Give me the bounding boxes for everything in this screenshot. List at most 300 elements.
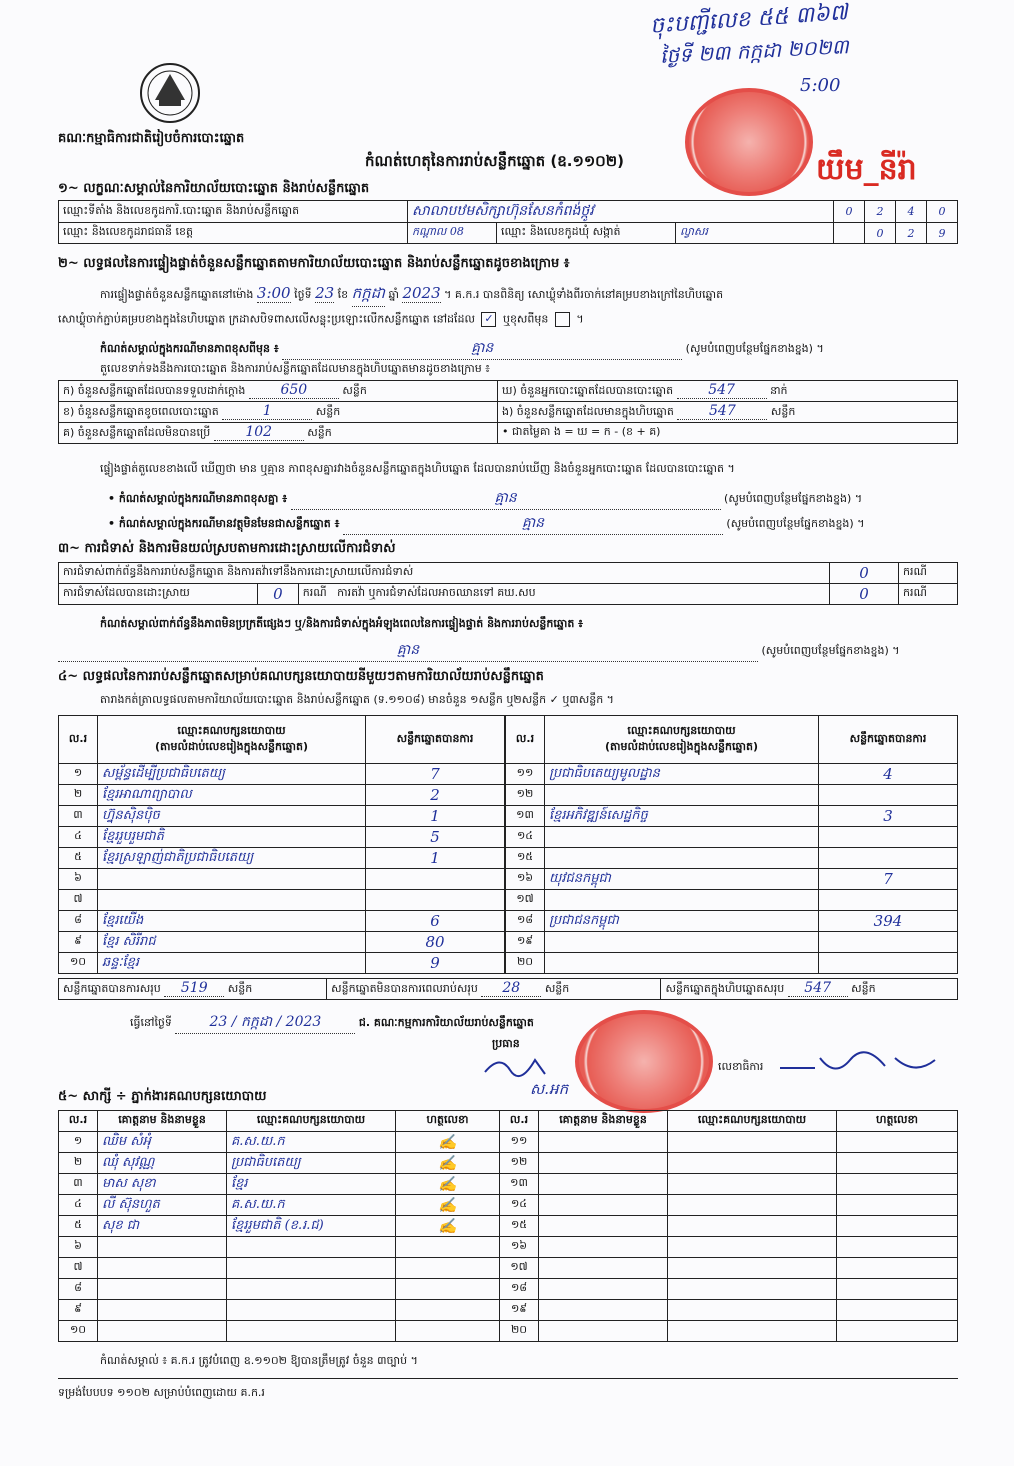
registration-time: 5:00	[800, 75, 841, 96]
witness-name	[98, 1237, 227, 1258]
vote-count: 80	[366, 932, 505, 953]
party-name	[98, 869, 366, 890]
party-name	[545, 827, 819, 848]
figure-row	[59, 402, 498, 423]
figures-intro: តួលេខទាក់ទងនឹងការបោះឆ្នោត និងការរាប់សន្លឹកឆ្នោតដែលមានក្នុងហិបឆ្នោតមានដូចខាងក្រោម ៖	[100, 362, 491, 375]
changed-checkbox[interactable]	[555, 312, 570, 327]
discrepancy-check-line: ផ្ទៀងផ្ទាត់តួលេខខាងលើ ឃើញថា មាន ឬគ្មាន ភាពខុសគ្នារវាងចំនួនសន្លឹកឆ្នោតក្នុងហិបឆ្នោត ដែលបានរាប់ឃើញ និងចំនួនអ្នកបោះឆ្នោត ដែលបានបោះឆ្នោត ។	[100, 462, 735, 475]
row-number: ១៨	[500, 1279, 539, 1300]
row-number: ៦	[59, 869, 98, 890]
result-row	[506, 785, 958, 806]
section4-title: ៤~ លទ្ធផលនៃការរាប់សន្លឹកឆ្នោតសម្រាប់គណបក្សនយោបាយនីមួយៗតាមការិយាល័យរាប់សន្លឹកឆ្នោត	[58, 669, 544, 684]
figure-value: 547	[677, 382, 767, 399]
row-number: ៩	[59, 932, 98, 953]
witness-name	[539, 1237, 668, 1258]
result-row	[506, 890, 958, 911]
witness-party	[227, 1300, 396, 1321]
row-number: ១៣	[506, 806, 545, 827]
vote-count: 6	[366, 911, 505, 932]
witness-party	[227, 1279, 396, 1300]
note1-label: កំណត់សម្គាល់ក្នុងករណីមានភាពខុសពីមុន ៖	[100, 342, 279, 355]
appeal-label	[298, 584, 829, 605]
party-name: យុវជនកម្ពុជា	[545, 869, 819, 890]
results-table-left	[58, 715, 505, 974]
station-value: សាលាបឋមសិក្សាហ៊ុនសែនកំពង់ថ្កូវ	[408, 201, 834, 223]
row-number: ៤	[59, 827, 98, 848]
fill-note: (សូមបំពេញបន្ថែមផ្នែកខាងខ្នង) ។	[761, 644, 900, 657]
col-sign: ហត្ថលេខា	[396, 1111, 500, 1132]
verify-day: 23	[315, 284, 335, 302]
witness-name	[539, 1132, 668, 1153]
party-name: ខ្មែរយើង	[98, 911, 366, 932]
row-number: ១២	[500, 1153, 539, 1174]
total-valid-label: សន្លឹកឆ្នោតបានការសរុប	[63, 982, 161, 995]
footer-divider	[58, 1378, 958, 1379]
witness-signature	[837, 1279, 958, 1300]
section2-title: ២~ លទ្ធផលនៃការផ្ទៀងផ្ទាត់ចំនួនសន្លឹកឆ្នោតតាមការិយាល័យបោះឆ្នោត និងរាប់សន្លឹកឆ្នោតដូចខាងក្រោម ៖	[58, 256, 570, 271]
vote-count	[819, 848, 958, 869]
witness-signature: ✍	[396, 1216, 500, 1237]
resolved-count: 0	[258, 584, 299, 605]
date-value: 23 / កក្កដា / 2023	[175, 1012, 355, 1034]
party-name	[98, 890, 366, 911]
vote-count: 7	[366, 764, 505, 785]
witness-row	[59, 1300, 958, 1321]
party-name: ខ្មែរអាណាព្យាបាល	[98, 785, 366, 806]
row-number: ១៥	[506, 848, 545, 869]
witness-signature	[396, 1237, 500, 1258]
vote-count	[819, 932, 958, 953]
row-number: ១៤	[500, 1195, 539, 1216]
stamp-signer-name: យឹម_នីរ៉ា	[816, 152, 917, 187]
verification-paragraph	[100, 284, 960, 307]
commune-code-digit: 2	[896, 223, 927, 244]
form-title: កំណត់ហេតុនៃការរាប់សន្លឹកឆ្នោត (ឧ.១១០២)	[365, 152, 625, 170]
station-code-digit: 4	[896, 201, 927, 223]
witness-name	[539, 1300, 668, 1321]
committee-label: ជ. គណៈកម្មការការិយាល័យរាប់សន្លឹកឆ្នោត	[358, 1016, 534, 1029]
station-code-digit: 0	[927, 201, 958, 223]
row-number: ១៤	[506, 827, 545, 848]
irregularity-note-value: គ្មាន	[58, 640, 758, 662]
row-number: ១១	[500, 1132, 539, 1153]
commune-value: ល្វាសរ	[676, 223, 834, 244]
result-row	[506, 932, 958, 953]
president-name: ស.អក	[530, 1080, 569, 1098]
results-table-right	[505, 715, 958, 974]
result-row	[59, 806, 505, 827]
col-party: ឈ្មោះគណបក្សនយោបាយ	[227, 1111, 396, 1132]
commune-code-digit: 0	[865, 223, 896, 244]
red-seal-stamp-top	[685, 88, 813, 196]
col-party: ឈ្មោះគណបក្សនយោបាយ	[668, 1111, 837, 1132]
total-valid-value: 519	[164, 980, 224, 997]
witness-name: លី ស៊ុនហួត	[98, 1195, 227, 1216]
row-number: ៨	[59, 1279, 98, 1300]
col-party	[98, 716, 366, 764]
row-number: ២	[59, 785, 98, 806]
vote-count: 7	[819, 869, 958, 890]
witness-name: សុខ ជា	[98, 1216, 227, 1237]
result-row	[506, 764, 958, 785]
vote-count: 3	[819, 806, 958, 827]
witness-party: គ.ស.យ.ក	[227, 1195, 396, 1216]
row-number: ៦	[59, 1237, 98, 1258]
vote-count	[819, 827, 958, 848]
vote-count	[819, 953, 958, 974]
row-number: ១៥	[500, 1216, 539, 1237]
witness-name	[539, 1216, 668, 1237]
row-number: ៣	[59, 1174, 98, 1195]
row-number: ៥	[59, 1216, 98, 1237]
result-row	[59, 869, 505, 890]
row-number: ៧	[59, 890, 98, 911]
secretary-label: លេខាធិការ	[718, 1060, 764, 1073]
witness-name	[539, 1195, 668, 1216]
row-number: ១៦	[506, 869, 545, 890]
row-number: ១៨	[506, 911, 545, 932]
witness-party	[668, 1300, 837, 1321]
row-number: ៥	[59, 848, 98, 869]
result-row	[506, 869, 958, 890]
province-code: 8	[456, 225, 464, 238]
party-name: ខ្មែររួបរួមជាតិ	[98, 827, 366, 848]
row-number: ៨	[59, 911, 98, 932]
witness-party	[227, 1258, 396, 1279]
verify-year: 2023	[402, 284, 441, 302]
witness-party: គ.ស.យ.ក	[227, 1132, 396, 1153]
witness-name	[98, 1279, 227, 1300]
witness-name: មាស សុខា	[98, 1174, 227, 1195]
fill-note: (សូមបំពេញបន្ថែមផ្នែកខាងខ្នង) ។	[724, 492, 863, 505]
note1-line	[100, 338, 960, 360]
witness-signature	[837, 1216, 958, 1237]
vote-count: 2	[366, 785, 505, 806]
witness-party	[668, 1216, 837, 1237]
result-row	[506, 953, 958, 974]
fill-note: (សូមបំពេញបន្ថែមផ្នែកខាងខ្នង) ។	[726, 517, 865, 530]
result-row	[506, 806, 958, 827]
witness-party: ខ្មែររួមជាតិ (ខ.រ.ជ)	[227, 1216, 396, 1237]
result-row	[59, 890, 505, 911]
total-valid-cell	[59, 979, 327, 1000]
form-footer: ទម្រង់បែបបទ ១១០២ សម្រាប់បំពេញដោយ គ.ក.រ	[58, 1386, 265, 1399]
unit: សន្លឹក	[544, 982, 570, 995]
irregularity-note-label: កំណត់សម្គាល់ពាក់ព័ន្ធនឹងភាពមិនប្រក្រតីផ្សេងៗ ឬ/និងការជំទាស់ក្នុងអំឡុងពេលនៃការផ្ទៀងផ្ទាត់ និងការរាប់សន្លឹកឆ្នោត ៖	[100, 617, 584, 630]
figure-unit: សន្លឹក	[770, 405, 796, 418]
col-name: គោត្តនាម និងនាមខ្លួន	[539, 1111, 668, 1132]
irregularity-note-line	[58, 640, 958, 662]
text: សោឃ្លុំចាក់ភ្ជាប់គម្របខាងក្នុងនៃហិបឆ្នោត ក្រដាសបិទពាសលើសន្លុះប្រឡោះលើកសន្លឹកឆ្នោត នៅដដែល	[58, 312, 475, 326]
result-row	[59, 785, 505, 806]
president-label: ប្រធាន	[492, 1037, 520, 1050]
note1-value: គ្មាន	[282, 338, 682, 360]
text: ថ្ងៃទី	[294, 288, 312, 301]
row-number: ១៦	[500, 1237, 539, 1258]
witness-signature	[837, 1258, 958, 1279]
vote-count: 4	[819, 764, 958, 785]
figure-row	[498, 402, 958, 423]
witness-name	[98, 1300, 227, 1321]
col-party-title: ឈ្មោះគណបក្សនយោបាយ	[627, 723, 736, 737]
witness-signature: ✍	[396, 1132, 500, 1153]
figure-row	[59, 423, 498, 444]
section5-title: ៥~ សាក្សី ÷ ភ្នាក់ងារគណបក្សនយោបាយ	[58, 1089, 267, 1104]
section3-title: ៣~ ការជំទាស់ និងការមិនយល់ស្របតាមការដោះស្រាយលើការជំទាស់	[58, 541, 396, 556]
witness-name	[539, 1279, 668, 1300]
col-party-title: ឈ្មោះគណបក្សនយោបាយ	[177, 723, 286, 737]
fill-note: (សូមបំពេញបន្ថែមផ្នែកខាងខ្នង) ។	[685, 342, 824, 355]
figure-label: ខ) ចំនួនសន្លឹកឆ្នោតខូចពេលបោះឆ្នោត	[63, 405, 219, 418]
vote-count: 9	[366, 953, 505, 974]
figure-value: 102	[214, 424, 304, 441]
figure-unit: សន្លឹក	[342, 384, 367, 397]
witness-party	[668, 1321, 837, 1342]
row-number: ១៩	[506, 932, 545, 953]
date-label: ធ្វើនៅថ្ងៃទី	[130, 1016, 172, 1029]
col-party	[545, 716, 819, 764]
note2-line	[108, 488, 958, 510]
formula-cell: • ជាតម្លៃគា ង = ឃ = ក - (ខ + គ)	[498, 423, 958, 444]
row-number: ១៩	[500, 1300, 539, 1321]
figure-label: គ) ចំនួនសន្លឹកឆ្នោតដែលមិនបានប្រើ	[63, 426, 211, 439]
section1-title: ១~ លក្ខណៈសម្គាល់នៃការិយាល័យបោះឆ្នោត និងរាប់សន្លឹកឆ្នោត	[58, 181, 370, 196]
witness-signature	[837, 1300, 958, 1321]
witness-party	[668, 1258, 837, 1279]
note3-line	[108, 513, 958, 535]
col-party-sub: (តាមលំដាប់លេខរៀងក្នុងសន្លឹកឆ្នោត)	[155, 739, 308, 753]
secretary-signature-icon	[775, 1048, 945, 1076]
witness-party: ខ្មែរ	[227, 1174, 396, 1195]
note2-value: គ្មាន	[291, 488, 721, 510]
party-name: ឆន្ទៈខ្មែរ	[98, 953, 366, 974]
row-number: ៣	[59, 806, 98, 827]
witness-name	[98, 1258, 227, 1279]
row-number: ១៧	[506, 890, 545, 911]
witness-name	[98, 1321, 227, 1342]
row-number: ១	[59, 1132, 98, 1153]
result-row	[59, 953, 505, 974]
result-row	[59, 848, 505, 869]
unchanged-checkbox[interactable]: ✓	[481, 312, 496, 327]
witness-party	[227, 1321, 396, 1342]
witness-party	[668, 1195, 837, 1216]
date-signature-line	[130, 1012, 534, 1034]
registration-date: ថ្ងៃទី ២៣ កក្កដា ២០២៣	[659, 34, 850, 68]
party-name: ហ្វ៊ុនស៊ិនប៉ិច	[98, 806, 366, 827]
party-name	[545, 848, 819, 869]
witness-row	[59, 1258, 958, 1279]
row-number: ១៧	[500, 1258, 539, 1279]
witness-signature	[837, 1174, 958, 1195]
figures-table	[58, 380, 958, 444]
col-no: ល.រ	[506, 716, 545, 764]
row-number: ១២	[506, 785, 545, 806]
station-label: ឈ្មោះទីតាំង និងលេខកូដការិ.បោះឆ្នោត និងរាប់សន្លឹកឆ្នោត	[59, 201, 408, 223]
result-row	[506, 848, 958, 869]
figure-value: 650	[249, 382, 339, 399]
witness-signature	[837, 1321, 958, 1342]
witness-party: ប្រជាធិបតេយ្យ	[227, 1153, 396, 1174]
text: ឆ្នាំ	[388, 288, 399, 301]
col-no: ល.រ	[500, 1111, 539, 1132]
province-value	[408, 223, 497, 244]
witness-party	[668, 1279, 837, 1300]
figure-unit: នាក់	[770, 384, 788, 397]
figure-label: ង) ចំនួនសន្លឹកឆ្នោតដែលមានក្នុងហិបឆ្នោត	[502, 405, 674, 418]
witness-table	[58, 1110, 958, 1342]
resolved-label: ការជំទាស់ដែលបានដោះស្រាយ	[59, 584, 258, 605]
total-invalid-value: 28	[481, 980, 541, 997]
result-row	[59, 827, 505, 848]
result-row	[506, 827, 958, 848]
col-party-sub: (តាមលំដាប់លេខរៀងក្នុងសន្លឹកឆ្នោត)	[605, 739, 758, 753]
witness-row	[59, 1174, 958, 1195]
appeal-text: ការតវ៉ា ឬការជំទាស់ដែលអាចឈានទៅ គឃ.សប	[337, 586, 536, 599]
vote-count: 5	[366, 827, 505, 848]
verify-month: កក្កដា	[352, 284, 385, 307]
figure-row	[498, 381, 958, 402]
vote-count	[819, 890, 958, 911]
result-row	[506, 911, 958, 932]
vote-count	[366, 869, 505, 890]
total-invalid-label: សន្លឹកឆ្នោតមិនបានការពេលរាប់សរុប	[331, 982, 478, 995]
witness-party	[668, 1132, 837, 1153]
row-number: ២០	[500, 1321, 539, 1342]
row-number: ១០	[59, 953, 98, 974]
figure-label: ឃ) ចំនួនអ្នកបោះឆ្នោតដែលបានបោះឆ្នោត	[502, 384, 674, 397]
row-number: ១១	[506, 764, 545, 785]
witness-name	[539, 1321, 668, 1342]
total-invalid-cell	[327, 979, 661, 1000]
col-no: ល.រ	[59, 1111, 98, 1132]
party-name: ប្រជាធិបតេយ្យមូលដ្ឋាន	[545, 764, 819, 785]
witness-name	[539, 1258, 668, 1279]
unit: សន្លឹក	[851, 982, 876, 995]
witness-signature	[837, 1195, 958, 1216]
text: ។ គ.ក.រ បានពិនិត្យ សោឃ្លុំទាំងពីរចាក់នៅគម្របខាងក្រៅនៃហិបឆ្នោត	[444, 288, 724, 301]
witness-party	[668, 1237, 837, 1258]
witness-signature	[837, 1132, 958, 1153]
witness-name	[539, 1153, 668, 1174]
witness-signature	[396, 1258, 500, 1279]
total-box-label: សន្លឹកឆ្នោតក្នុងហិបឆ្នោតសរុប	[665, 982, 785, 995]
witness-party	[668, 1153, 837, 1174]
party-name: ខ្មែរស្រឡាញ់ជាតិប្រជាធិបតេយ្យ	[98, 848, 366, 869]
witness-signature	[837, 1237, 958, 1258]
station-id-table	[58, 200, 958, 244]
result-row	[59, 911, 505, 932]
total-box-value: 547	[788, 980, 848, 997]
text: ការផ្ទៀងផ្ទាត់ចំនួនសន្លឹកឆ្នោតនៅម៉ោង	[100, 288, 254, 301]
party-name: សម្ព័ន្ធដើម្បីប្រជាធិបតេយ្យ	[98, 764, 366, 785]
witness-signature	[396, 1279, 500, 1300]
party-name	[545, 932, 819, 953]
col-name: គោត្តនាម និងនាមខ្លួន	[98, 1111, 227, 1132]
party-name: ខ្មែរអភិវឌ្ឍន៍សេដ្ឋកិច្ច	[545, 806, 819, 827]
party-name	[545, 890, 819, 911]
registration-note: ចុះបញ្ជីលេខ ៥៥ ៣៦៧	[649, 0, 849, 39]
nec-org-name: គណៈកម្មាធិការជាតិរៀបចំការបោះឆ្នោត	[58, 131, 245, 146]
row-number: ៤	[59, 1195, 98, 1216]
witness-signature: ✍	[396, 1153, 500, 1174]
vote-count: 1	[366, 806, 505, 827]
unit: សន្លឹក	[227, 982, 253, 995]
col-no: ល.រ	[59, 716, 98, 764]
col-votes: សន្លឹកឆ្នោតបានការ	[819, 716, 958, 764]
witness-row	[59, 1153, 958, 1174]
commune-label: ឈ្មោះ និងលេខកូដឃុំ សង្កាត់	[497, 223, 676, 244]
row-number: ១	[59, 764, 98, 785]
witness-row	[59, 1321, 958, 1342]
province-name: កណ្ដាល	[412, 225, 447, 238]
row-number: ៧	[59, 1258, 98, 1279]
party-name	[545, 953, 819, 974]
objections-table	[58, 562, 958, 605]
figure-value: 1	[222, 403, 312, 420]
figure-row	[59, 381, 498, 402]
section4-intro: តារាងកត់ត្រាលទ្ធផលតាមការិយាល័យបោះឆ្នោត និងរាប់សន្លឹកឆ្នោត (ទ.១១០៨) មានចំនួន ១សន្លឹក ឬ២សន្លឹក ✓ ឬ៣សន្លឹក ។	[100, 693, 614, 706]
witness-row	[59, 1195, 958, 1216]
witness-name: ឈិម សំអុំ	[98, 1132, 227, 1153]
witness-signature: ✍	[396, 1195, 500, 1216]
row-number: ១៣	[500, 1174, 539, 1195]
figure-value: 547	[677, 403, 767, 420]
province-label: ឈ្មោះ និងលេខកូដរាជធានី ខេត្ត	[59, 223, 408, 244]
president-signature-icon	[480, 1052, 550, 1080]
witness-name: ឈុំ សុវណ្ណ	[98, 1153, 227, 1174]
figure-unit: សន្លឹក	[307, 426, 332, 439]
nec-logo-icon	[135, 60, 205, 126]
note3-value: គ្មាន	[343, 513, 723, 535]
vote-count: 1	[366, 848, 505, 869]
row-number: ២	[59, 1153, 98, 1174]
station-code-digit: 2	[865, 201, 896, 223]
note2-label: • កំណត់សម្គាល់ក្នុងករណីមានភាពខុសគ្នា ៖	[108, 492, 288, 505]
figure-label: ក) ចំនួនសន្លឹកឆ្នោតដែលបានទទួលដាក់ក្ដោង	[63, 384, 246, 397]
witness-signature: ✍	[396, 1174, 500, 1195]
row-number: ១០	[59, 1321, 98, 1342]
objection-label: ការជំទាស់ពាក់ព័ន្ធនឹងការរាប់សន្លឹកឆ្នោត និងការតវ៉ាទៅនឹងការដោះស្រាយលើការជំទាស់	[59, 563, 830, 584]
seal-paragraph: សោឃ្លុំចាក់ភ្ជាប់គម្របខាងក្នុងនៃហិបឆ្នោត ក្រដាសបិទពាសលើសន្លុះប្រឡោះលើកសន្លឹកឆ្នោត នៅដដែល ✓ ឬខុសពីមុន ។	[58, 312, 584, 326]
unit: ករណី	[899, 563, 958, 584]
col-votes: សន្លឹកឆ្នោតបានការ	[366, 716, 505, 764]
row-number: ២០	[506, 953, 545, 974]
figure-unit: សន្លឹក	[315, 405, 341, 418]
verify-time: 3:00	[256, 284, 291, 302]
witness-row	[59, 1216, 958, 1237]
witness-name	[539, 1174, 668, 1195]
vote-count: 394	[819, 911, 958, 932]
witness-signature	[396, 1300, 500, 1321]
party-name: ប្រជាជនកម្ពុជា	[545, 911, 819, 932]
text: ខែ	[337, 288, 349, 301]
party-name	[545, 785, 819, 806]
vote-count	[819, 785, 958, 806]
total-box-cell	[661, 979, 958, 1000]
commune-code-digit: 9	[927, 223, 958, 244]
vote-count	[366, 890, 505, 911]
unit: ករណី	[899, 584, 958, 605]
province-code: 0	[449, 225, 457, 238]
witness-row	[59, 1279, 958, 1300]
result-row	[59, 764, 505, 785]
witness-signature	[837, 1153, 958, 1174]
red-seal-stamp-committee	[575, 1010, 713, 1113]
witness-party	[227, 1237, 396, 1258]
objection-count: 0	[830, 563, 899, 584]
witness-party	[668, 1174, 837, 1195]
